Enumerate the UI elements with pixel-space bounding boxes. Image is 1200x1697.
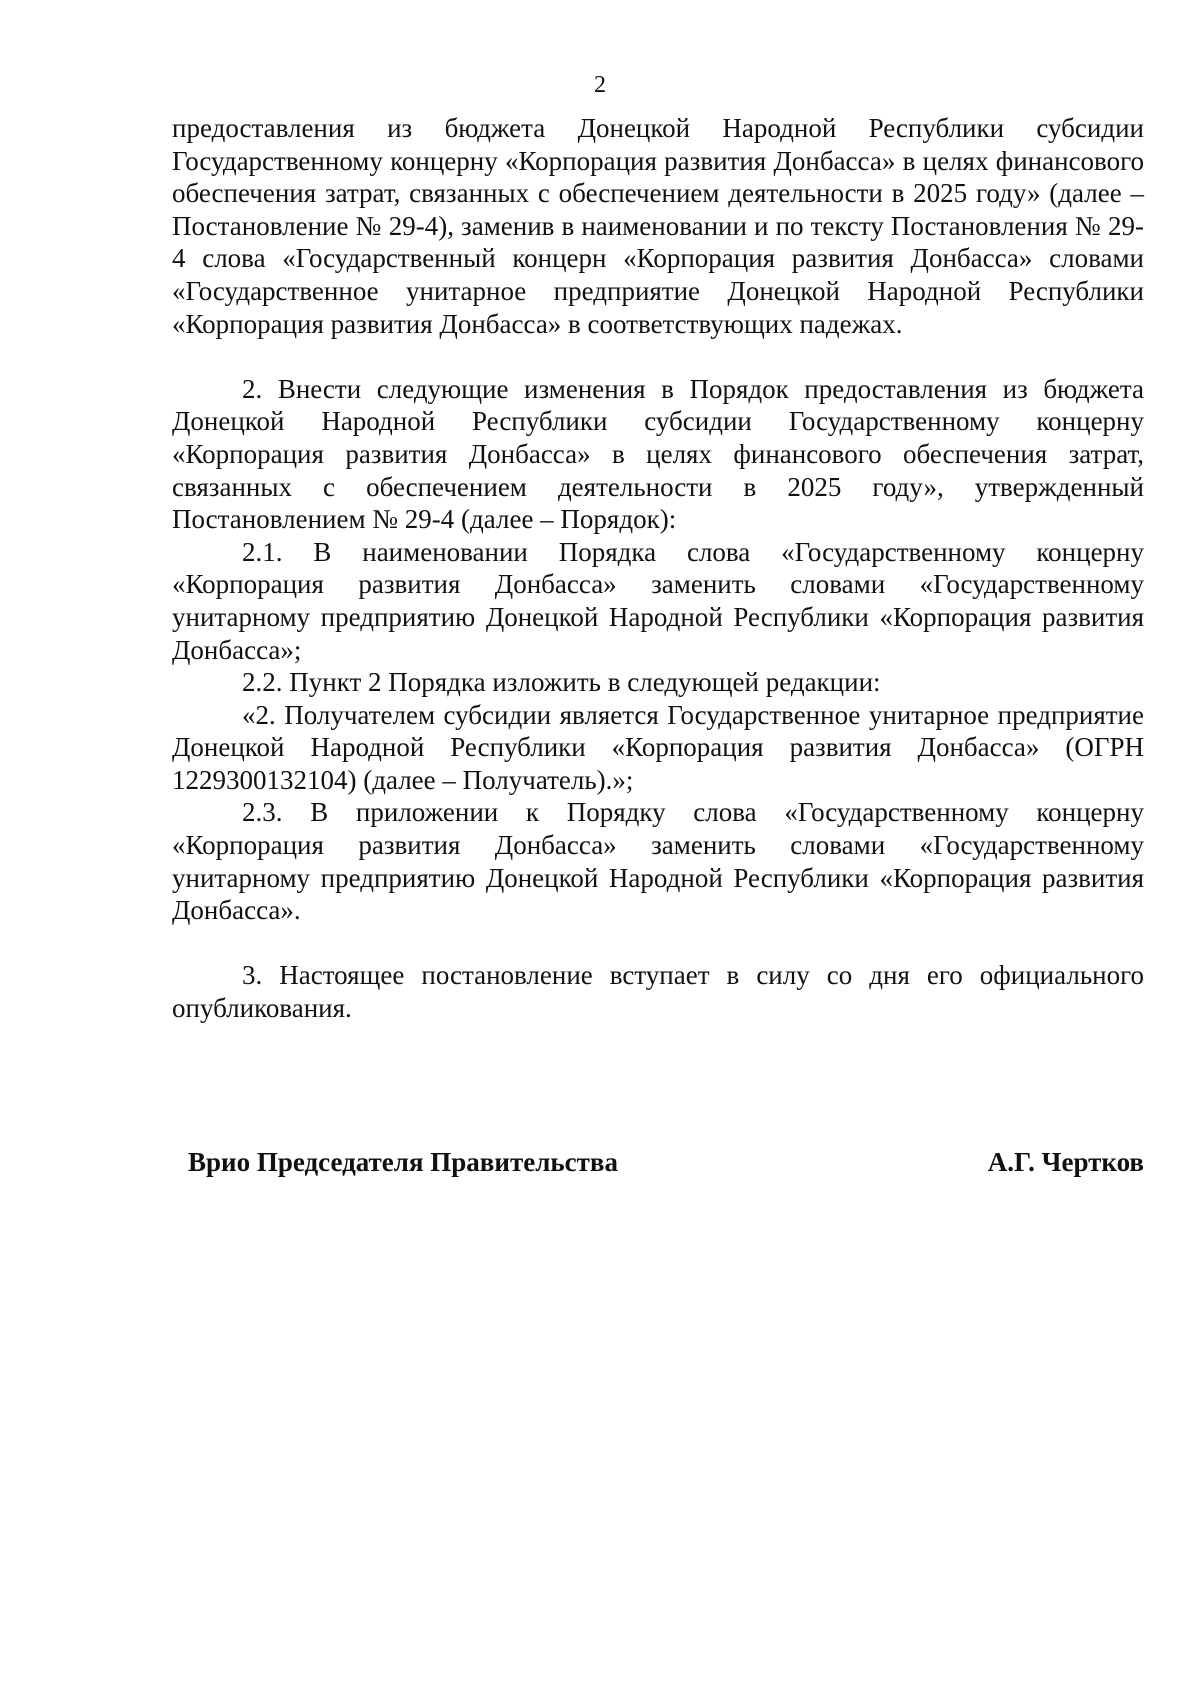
page-number: 2	[594, 72, 606, 98]
signatory-name: А.Г. Чертков	[987, 1147, 1144, 1177]
signatory-title: Врио Председателя Правительства	[188, 1147, 618, 1177]
paragraph-item-3: 3. Настоящее постановление вступает в силу со дня его официального опубликования.	[172, 960, 1144, 1024]
document-body	[172, 112, 1144, 1025]
paragraph-quoted-item-2: «2. Получателем субсидии является Государственное унитарное предприятие Донецкой Народной Республики «Корпорация развития Донбасса» (ОГРН 1229300132104) (далее – Получатель).»;	[172, 699, 1144, 795]
paragraph-item-2-3: 2.3. В приложении к Порядку слова «Государственному концерну «Корпорация развития Донбасса» заменить словами «Государственному унитарному предприятию Донецкой Народной Республики «Корпорация развития Донбасса».	[172, 797, 1144, 926]
paragraph-continuation: предоставления из бюджета Донецкой Народной Республики субсидии Государственному концерну «Корпорация развития Донбасса» в целях финансового обеспечения затрат, связанных с обеспечением деятельности в 2025 году» (далее – Постановление № 29-4), заменив в наименовании и по тексту Постановления № 29-4 слова «Государственный концерн «Корпорация развития Донбасса» словами «Государственное унитарное предприятие Донецкой Народной Республики «Корпорация развития Донбасса» в соответствующих падежах.	[172, 113, 1144, 339]
paragraph-item-2-2: 2.2. Пункт 2 Порядка изложить в следующей редакции:	[242, 667, 881, 698]
paragraph-item-2: 2. Внести следующие изменения в Порядок предоставления из бюджета Донецкой Народной Республики субсидии Государственному концерну «Корпорация развития Донбасса» в целях финансового обеспечения затрат, связанных с обеспечением деятельности в 2025 году», утвержденный Постановлением № 29-4 (далее – Порядок):	[172, 373, 1144, 535]
paragraph-item-2-1: 2.1. В наименовании Порядка слова «Государственному концерну «Корпорация развития Донбасса» заменить словами «Государственному унитарному предприятию Донецкой Народной Республики «Корпорация развития Донбасса»;	[172, 536, 1144, 665]
